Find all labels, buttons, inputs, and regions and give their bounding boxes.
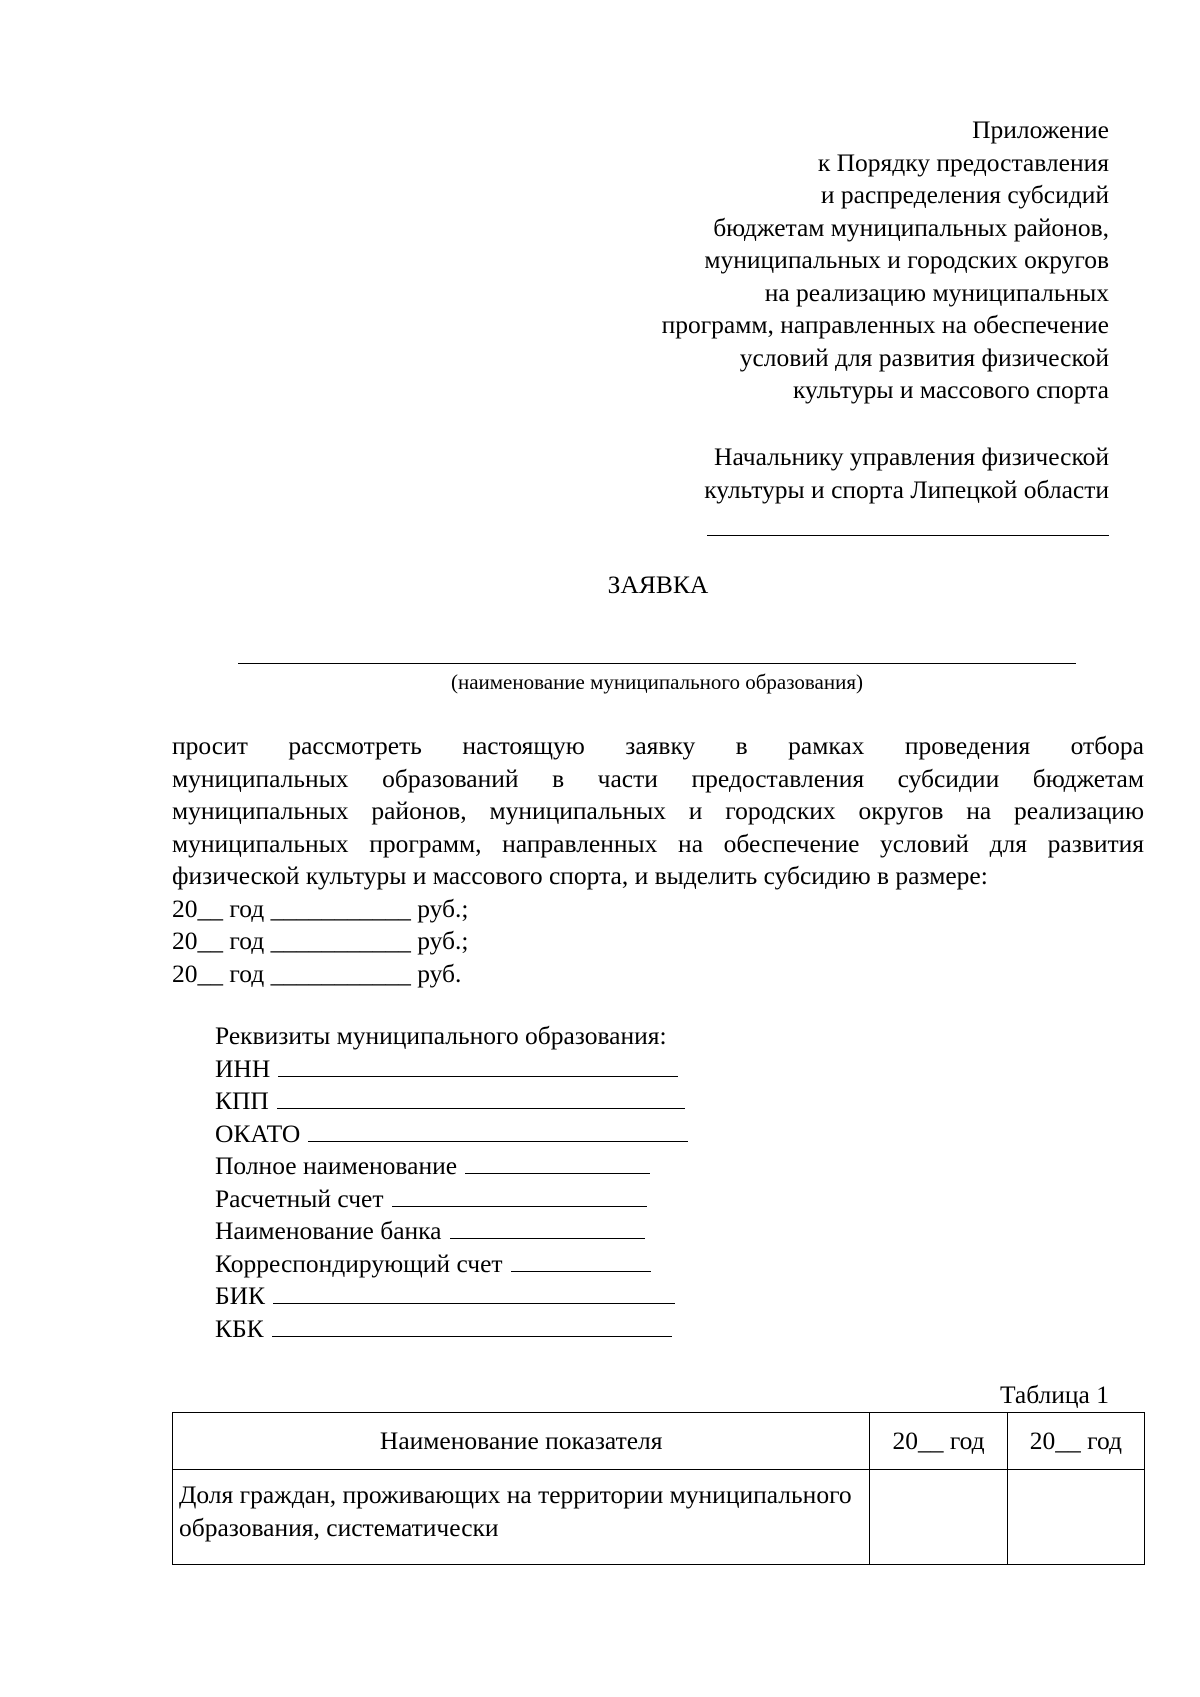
subsidy-year-line[interactable]: 20__ год ___________ руб.;	[172, 926, 469, 955]
request-line: муниципальных образований в части предоставления субсидии бюджетам	[172, 763, 1144, 793]
indicator-name-cell: Доля граждан, проживающих на территории муниципального образования, систематически	[173, 1470, 870, 1565]
appendix-header-line: муниципальных и городских округов	[704, 245, 1109, 274]
requisite-label: Расчетный счет	[215, 1183, 384, 1213]
table-row	[173, 1470, 1145, 1565]
requisites-block	[215, 1020, 1015, 1345]
appendix-header-line: Приложение	[972, 115, 1109, 144]
requisites-heading: Реквизиты муниципального образования:	[215, 1021, 667, 1050]
requisite-bik	[215, 1280, 1015, 1313]
table-header-row	[173, 1413, 1145, 1470]
municipality-name-caption: (наименование муниципального образования)	[450, 670, 864, 694]
appendix-header-line: условий для развития физической	[739, 342, 1109, 372]
subsidy-year-line[interactable]: 20__ год ___________ руб.;	[172, 893, 469, 923]
table-label: Таблица 1	[999, 1380, 1109, 1409]
inn-blank[interactable]	[278, 1054, 678, 1077]
appendix-header-line: культуры и массового спорта	[792, 375, 1109, 404]
indicators-table	[172, 1412, 1145, 1565]
requisite-full-name	[215, 1150, 1015, 1183]
requisite-label: КПП	[215, 1086, 269, 1115]
requisite-label: Наименование банка	[215, 1216, 442, 1245]
requisite-corr-account	[215, 1248, 1015, 1281]
addressee-block	[489, 440, 1109, 506]
request-line: физической культуры и массового спорта, и выделить субсидию в размере:	[172, 861, 988, 890]
corr-account-blank[interactable]	[511, 1249, 651, 1272]
addressee-line: Начальнику управления физической	[714, 442, 1109, 471]
indicator-value-cell[interactable]	[870, 1470, 1007, 1565]
requisite-label: БИК	[215, 1281, 266, 1310]
indicator-value-cell[interactable]	[1007, 1470, 1144, 1565]
column-header-year: 20__ год	[870, 1413, 1007, 1470]
requisite-label: ИНН	[215, 1053, 271, 1083]
full-name-blank[interactable]	[465, 1151, 650, 1174]
municipality-name-blank[interactable]	[238, 663, 1076, 664]
okato-blank[interactable]	[308, 1119, 688, 1142]
appendix-header-line: на реализацию муниципальных	[764, 277, 1109, 307]
column-header-year: 20__ год	[1007, 1413, 1144, 1470]
addressee-line: культуры и спорта Липецкой области	[704, 475, 1109, 504]
appendix-header-line: программ, направленных на обеспечение	[661, 310, 1109, 339]
appendix-header-line: бюджетам муниципальных районов,	[713, 212, 1109, 242]
appendix-header-line: к Порядку предоставления	[817, 147, 1109, 177]
requisite-account	[215, 1183, 1015, 1216]
bik-blank[interactable]	[273, 1281, 675, 1304]
requisite-okato	[215, 1118, 1015, 1151]
column-header-indicator: Наименование показателя	[173, 1413, 870, 1470]
addressee-signature-blank[interactable]	[707, 535, 1109, 536]
requisite-kbk	[215, 1313, 1015, 1346]
appendix-header	[489, 114, 1109, 407]
document-title: ЗАЯВКА	[607, 570, 709, 599]
requisite-label: ОКАТО	[215, 1118, 301, 1148]
subsidy-year-line[interactable]: 20__ год ___________ руб.	[172, 958, 462, 988]
kpp-blank[interactable]	[277, 1086, 685, 1109]
request-paragraph	[172, 730, 1144, 990]
requisite-label: Корреспондирующий счет	[215, 1248, 503, 1278]
requisite-kpp	[215, 1085, 1015, 1118]
requisite-label: КБК	[215, 1313, 264, 1343]
request-line: муниципальных программ, направленных на обеспечение условий для развития	[172, 828, 1144, 858]
request-line: муниципальных районов, муниципальных и городских округов на реализацию	[172, 796, 1144, 825]
kbk-blank[interactable]	[272, 1314, 672, 1337]
requisite-bank	[215, 1215, 1015, 1248]
bank-blank[interactable]	[450, 1216, 645, 1239]
requisite-inn	[215, 1053, 1015, 1086]
requisite-label: Полное наименование	[215, 1151, 458, 1180]
account-blank[interactable]	[392, 1184, 647, 1207]
request-line: просит рассмотреть настоящую заявку в рамках проведения отбора	[172, 731, 1144, 760]
appendix-header-line: и распределения субсидий	[820, 180, 1109, 209]
